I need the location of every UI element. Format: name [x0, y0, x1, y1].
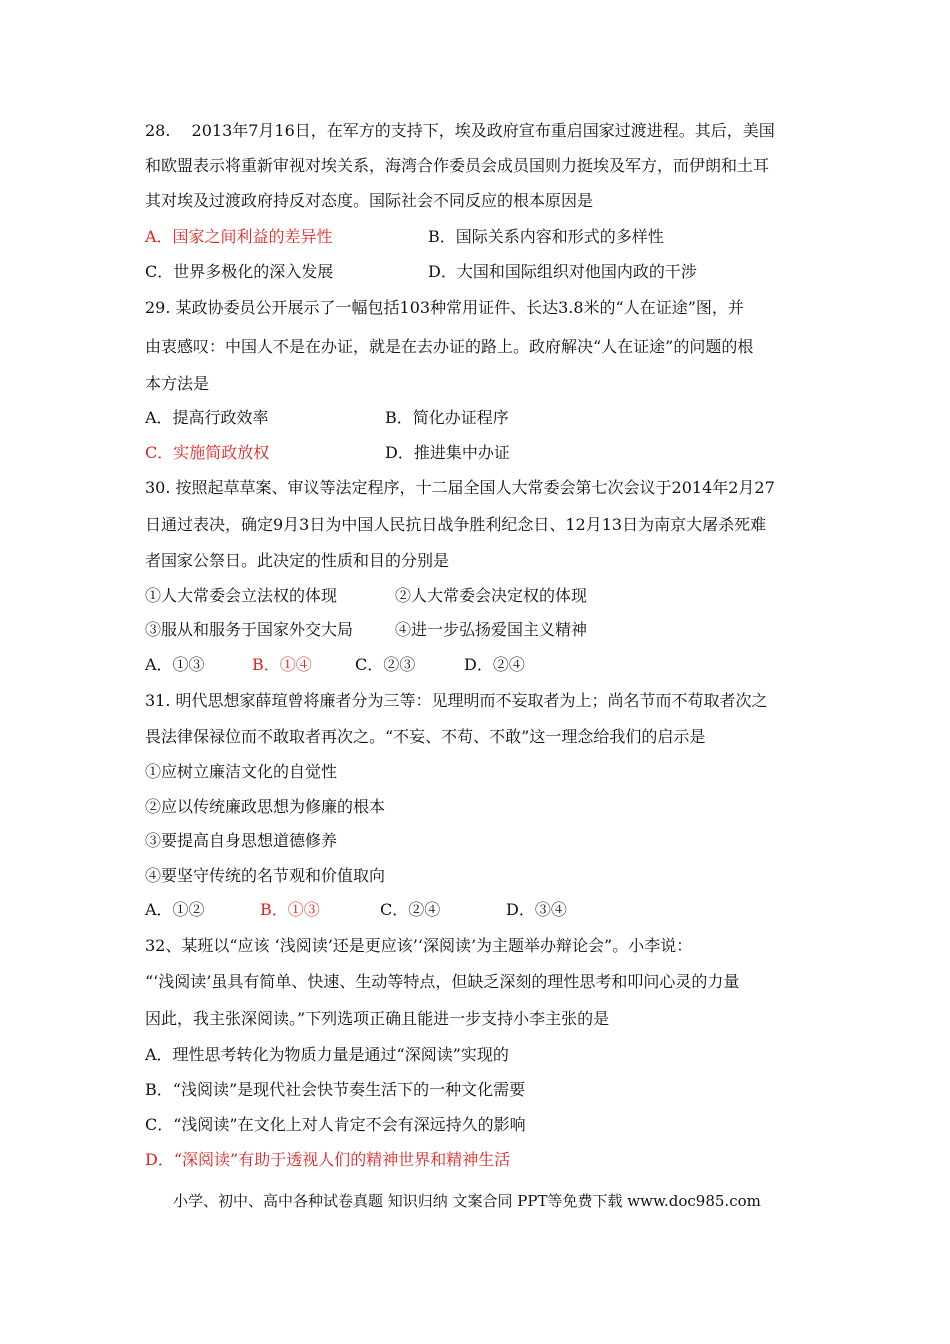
q30-item-1: ①人大常委会立法权的体现	[145, 586, 338, 605]
page-footer: 小学、初中、高中各种试卷真题 知识归纳 文案合同 PPT等免费下载 www.doc985.com	[173, 1192, 761, 1210]
q30-stem-line: 者国家公祭日。此决定的性质和目的分别是	[145, 551, 450, 570]
q29-stem-line: 本方法是	[145, 374, 210, 393]
q32-option-a: A．理性思考转化为物质力量是通过“深阅读”实现的	[145, 1045, 509, 1064]
q30-item-2: ②人大常委会决定权的体现	[395, 586, 588, 605]
q28-stem-line: 28. 2013年7月16日，在军方的支持下，埃及政府宣布重启国家过渡进程。其后，美国	[145, 121, 775, 140]
q29-option-c-answer: C．实施简政放权	[145, 443, 270, 462]
q30-item-3: ③服从和服务于国家外交大局	[145, 620, 354, 639]
q31-item-2: ②应以传统廉政思想为修廉的根本	[145, 797, 386, 816]
q30-stem-line: 30. 按照起草草案、审议等法定程序，十二届全国人大常委会第七次会议于2014年2月27	[145, 478, 775, 497]
q32-stem-line: “‘浅阅读’虽具有简单、快速、生动等特点，但缺乏深刻的理性思考和叩问心灵的力量	[145, 972, 740, 991]
q28-stem-line: 和欧盟表示将重新审视对埃关系，海湾合作委员会成员国则力挺埃及军方，而伊朗和土耳	[145, 156, 770, 175]
q32-option-d-answer: D．“深阅读”有助于透视人们的精神世界和精神生活	[145, 1150, 511, 1169]
q28-option-b: B．国际关系内容和形式的多样性	[428, 227, 664, 246]
q29-stem-line: 29. 某政协委员公开展示了一幅包括103种常用证件、长达3.8米的“人在证途”图，并	[145, 298, 744, 317]
q28-option-c: C．世界多极化的深入发展	[145, 262, 334, 281]
q31-option-b-answer: B．①③	[260, 900, 320, 919]
q31-option-c: C．②④	[380, 900, 441, 919]
q30-option-b-answer: B．①④	[252, 655, 312, 674]
q29-option-d: D．推进集中办证	[385, 443, 510, 462]
q29-option-a: A．提高行政效率	[145, 408, 269, 427]
q28-option-a-answer: A．国家之间利益的差异性	[145, 227, 333, 246]
q30-option-c: C．②③	[355, 655, 416, 674]
q31-stem-line: 31. 明代思想家薛瑄曾将廉者分为三等：见理明而不妄取者为上；尚名节而不苟取者次之	[145, 691, 768, 710]
q28-option-d: D．大国和国际组织对他国内政的干涉	[428, 262, 697, 281]
q31-stem-line: 畏法律保禄位而不敢取者再次之。“不妄、不苟、不敢”这一理念给我们的启示是	[145, 727, 706, 746]
q31-item-1: ①应树立廉洁文化的自觉性	[145, 762, 338, 781]
q32-stem-line: 因此，我主张深阅读。”下列选项正确且能进一步支持小李主张的是	[145, 1009, 610, 1028]
q31-item-3: ③要提高自身思想道德修养	[145, 831, 338, 850]
q32-stem-line: 32、某班以“应该 ‘浅阅读’还是更应该’‘深阅读’为主题举办辩论会”。小李说：	[145, 936, 693, 955]
q31-option-d: D．③④	[506, 900, 567, 919]
q31-option-a: A．①②	[145, 900, 205, 919]
q30-option-d: D．②④	[464, 655, 525, 674]
q29-option-b: B．简化办证程序	[385, 408, 509, 427]
q32-option-c: C．“浅阅读”在文化上对人肯定不会有深远持久的影响	[145, 1115, 526, 1134]
q31-item-4: ④要坚守传统的名节观和价值取向	[145, 866, 386, 885]
q28-stem-line: 其对埃及过渡政府持反对态度。国际社会不同反应的根本原因是	[145, 191, 594, 210]
q30-option-a: A．①③	[145, 655, 205, 674]
q29-stem-line: 由衷感叹：中国人不是在办证，就是在去办证的路上。政府解决“人在证途”的问题的根	[145, 337, 754, 356]
q30-item-4: ④进一步弘扬爱国主义精神	[395, 620, 588, 639]
q32-option-b: B．“浅阅读”是现代社会快节奏生活下的一种文化需要	[145, 1080, 526, 1099]
q30-stem-line: 日通过表决，确定9月3日为中国人民抗日战争胜利纪念日、12月13日为南京大屠杀死难	[145, 515, 767, 534]
